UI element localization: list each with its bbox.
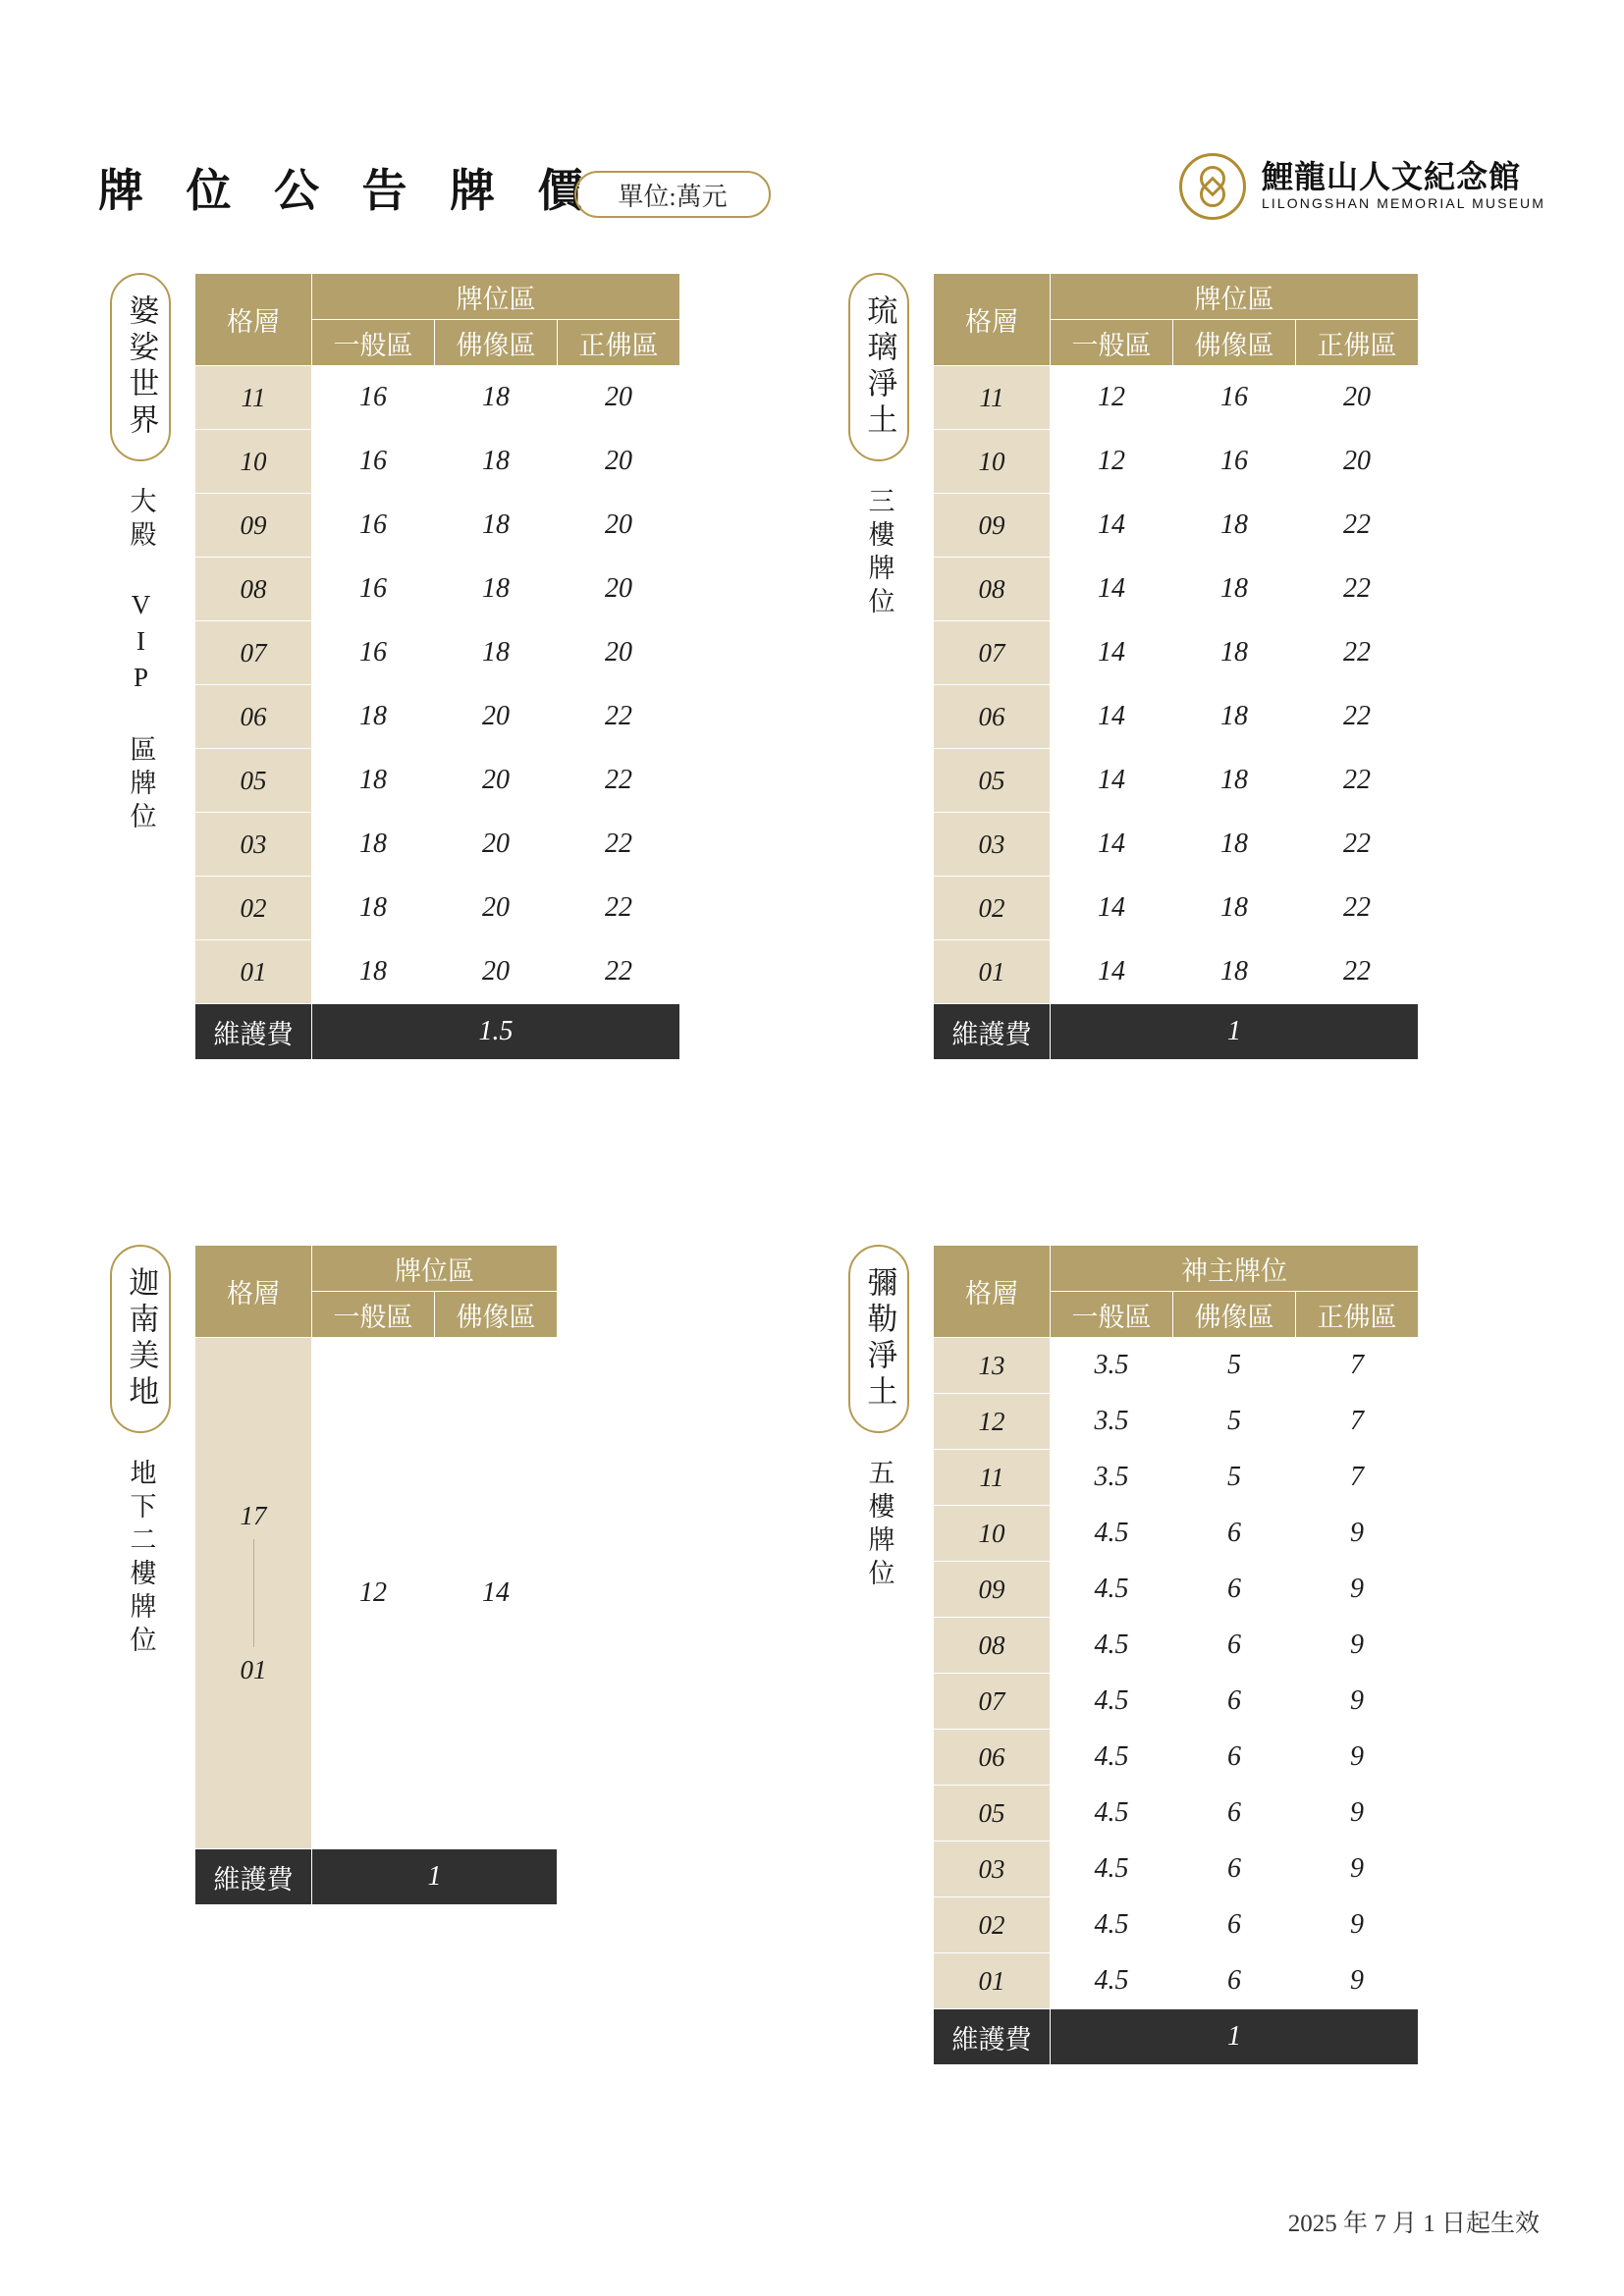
range-dash-icon bbox=[253, 1539, 254, 1647]
price-cell: 18 bbox=[312, 685, 435, 749]
fee-value: 1 bbox=[1051, 2009, 1419, 2065]
row-floor: 11 bbox=[195, 366, 312, 430]
block-label-column bbox=[825, 1245, 933, 1592]
price-cell: 14 bbox=[1051, 558, 1173, 621]
table-row bbox=[934, 813, 1419, 877]
table-row bbox=[934, 1842, 1419, 1897]
price-cell: 6 bbox=[1173, 1730, 1296, 1786]
price-cell: 20 bbox=[558, 494, 680, 558]
price-table bbox=[194, 273, 680, 1060]
price-cell: 22 bbox=[1296, 877, 1419, 940]
block-label-column bbox=[86, 1245, 194, 1659]
price-cell: 3.5 bbox=[1051, 1450, 1173, 1506]
price-cell: 22 bbox=[558, 940, 680, 1004]
table-row bbox=[934, 494, 1419, 558]
price-block-jia-nan-mei-di bbox=[86, 1245, 558, 1905]
price-cell: 16 bbox=[1173, 430, 1296, 494]
price-cell: 22 bbox=[1296, 685, 1419, 749]
price-cell: 6 bbox=[1173, 1562, 1296, 1618]
table-row bbox=[934, 621, 1419, 685]
group-header: 牌位區 bbox=[312, 274, 680, 320]
floor-range-bottom: 01 bbox=[240, 1655, 267, 1684]
price-cell: 18 bbox=[1173, 813, 1296, 877]
col-header-general: 一般區 bbox=[1051, 320, 1173, 366]
row-floor: 06 bbox=[934, 685, 1051, 749]
price-cell: 9 bbox=[1296, 1618, 1419, 1674]
price-cell: 20 bbox=[435, 813, 558, 877]
price-cell: 22 bbox=[1296, 813, 1419, 877]
block-name: 迦南美地 bbox=[124, 1266, 159, 1412]
table-header-row bbox=[934, 1246, 1419, 1292]
block-name-capsule bbox=[110, 273, 171, 461]
price-cell: 14 bbox=[435, 1338, 558, 1849]
row-floor: 01 bbox=[195, 940, 312, 1004]
price-cell: 5 bbox=[1173, 1394, 1296, 1450]
price-cell: 20 bbox=[435, 877, 558, 940]
price-cell: 18 bbox=[435, 621, 558, 685]
price-cell: 16 bbox=[312, 558, 435, 621]
row-floor: 03 bbox=[934, 813, 1051, 877]
row-floor: 02 bbox=[934, 1897, 1051, 1953]
price-cell: 3.5 bbox=[1051, 1394, 1173, 1450]
price-block-mi-le-jing-tu bbox=[825, 1245, 1419, 2065]
fee-value: 1 bbox=[1051, 1004, 1419, 1060]
effective-date-note: 2025 年 7 月 1 日起生效 bbox=[1287, 2211, 1540, 2237]
price-table bbox=[194, 1245, 558, 1905]
price-cell: 12 bbox=[1051, 430, 1173, 494]
price-cell: 16 bbox=[312, 621, 435, 685]
page-header bbox=[0, 77, 1624, 216]
row-floor: 09 bbox=[934, 494, 1051, 558]
price-cell: 18 bbox=[312, 749, 435, 813]
col-header-general: 一般區 bbox=[312, 320, 435, 366]
price-cell: 14 bbox=[1051, 621, 1173, 685]
price-cell: 18 bbox=[312, 940, 435, 1004]
price-table bbox=[933, 273, 1419, 1060]
row-floor: 07 bbox=[195, 621, 312, 685]
table-header-row bbox=[934, 274, 1419, 320]
fee-row bbox=[934, 1004, 1419, 1060]
price-cell: 20 bbox=[558, 366, 680, 430]
price-cell: 16 bbox=[312, 430, 435, 494]
price-cell: 20 bbox=[435, 749, 558, 813]
price-cell: 18 bbox=[312, 877, 435, 940]
price-cell: 3.5 bbox=[1051, 1338, 1173, 1394]
col-header-general: 一般區 bbox=[1051, 1292, 1173, 1338]
table-row bbox=[934, 1506, 1419, 1562]
table-row bbox=[934, 1730, 1419, 1786]
price-cell: 14 bbox=[1051, 940, 1173, 1004]
table-row bbox=[195, 558, 680, 621]
fee-row bbox=[195, 1004, 680, 1060]
price-cell: 9 bbox=[1296, 1506, 1419, 1562]
row-floor: 06 bbox=[195, 685, 312, 749]
price-cell: 6 bbox=[1173, 1618, 1296, 1674]
price-cell: 12 bbox=[1051, 366, 1173, 430]
group-header: 牌位區 bbox=[1051, 274, 1419, 320]
table-row bbox=[195, 813, 680, 877]
table-row bbox=[934, 558, 1419, 621]
row-floor: 08 bbox=[195, 558, 312, 621]
price-cell: 18 bbox=[1173, 621, 1296, 685]
price-cell: 4.5 bbox=[1051, 1953, 1173, 2009]
row-floor-range bbox=[195, 1338, 312, 1849]
price-cell: 4.5 bbox=[1051, 1730, 1173, 1786]
block-name-capsule bbox=[848, 1245, 909, 1433]
price-cell: 22 bbox=[558, 685, 680, 749]
col-header-floor: 格層 bbox=[934, 1246, 1051, 1338]
price-cell: 20 bbox=[1296, 366, 1419, 430]
price-cell: 18 bbox=[435, 558, 558, 621]
row-floor: 03 bbox=[195, 813, 312, 877]
table-row bbox=[934, 1953, 1419, 2009]
col-header-main-buddha: 正佛區 bbox=[558, 320, 680, 366]
table-row bbox=[195, 621, 680, 685]
price-cell: 9 bbox=[1296, 1842, 1419, 1897]
price-cell: 18 bbox=[1173, 877, 1296, 940]
row-floor: 09 bbox=[934, 1562, 1051, 1618]
logo-name-en: LILONGSHAN MEMORIAL MUSEUM bbox=[1261, 194, 1545, 211]
col-header-main-buddha: 正佛區 bbox=[1296, 1292, 1419, 1338]
col-header-buddha: 佛像區 bbox=[1173, 320, 1296, 366]
price-cell: 5 bbox=[1173, 1338, 1296, 1394]
price-cell: 4.5 bbox=[1051, 1674, 1173, 1730]
price-cell: 20 bbox=[435, 940, 558, 1004]
price-cell: 14 bbox=[1051, 494, 1173, 558]
row-floor: 05 bbox=[934, 1786, 1051, 1842]
row-floor: 13 bbox=[934, 1338, 1051, 1394]
price-cell: 9 bbox=[1296, 1953, 1419, 2009]
price-cell: 7 bbox=[1296, 1338, 1419, 1394]
price-cell: 16 bbox=[312, 366, 435, 430]
row-floor: 05 bbox=[934, 749, 1051, 813]
table-row bbox=[195, 430, 680, 494]
price-cell: 18 bbox=[1173, 494, 1296, 558]
fee-label: 維護費 bbox=[934, 2009, 1051, 2065]
fee-label: 維護費 bbox=[934, 1004, 1051, 1060]
price-cell: 22 bbox=[1296, 558, 1419, 621]
price-cell: 7 bbox=[1296, 1394, 1419, 1450]
price-cell: 20 bbox=[558, 558, 680, 621]
row-floor: 02 bbox=[934, 877, 1051, 940]
col-header-floor: 格層 bbox=[195, 1246, 312, 1338]
price-cell: 7 bbox=[1296, 1450, 1419, 1506]
col-header-buddha: 佛像區 bbox=[435, 320, 558, 366]
table-row bbox=[934, 1338, 1419, 1394]
block-name: 彌勒淨土 bbox=[862, 1266, 897, 1412]
block-name: 琉璃淨土 bbox=[862, 294, 897, 440]
price-cell: 6 bbox=[1173, 1842, 1296, 1897]
block-name-capsule bbox=[848, 273, 909, 461]
table-row bbox=[934, 1562, 1419, 1618]
row-floor: 09 bbox=[195, 494, 312, 558]
table-row bbox=[195, 1338, 558, 1849]
price-cell: 4.5 bbox=[1051, 1897, 1173, 1953]
price-cell: 9 bbox=[1296, 1786, 1419, 1842]
block-subtitle: 三樓牌位 bbox=[864, 487, 894, 620]
row-floor: 03 bbox=[934, 1842, 1051, 1897]
price-cell: 18 bbox=[435, 494, 558, 558]
table-row bbox=[195, 685, 680, 749]
price-cell: 16 bbox=[312, 494, 435, 558]
price-cell: 14 bbox=[1051, 877, 1173, 940]
fee-value: 1 bbox=[312, 1849, 558, 1905]
col-header-floor: 格層 bbox=[934, 274, 1051, 366]
col-header-floor: 格層 bbox=[195, 274, 312, 366]
price-cell: 9 bbox=[1296, 1897, 1419, 1953]
price-cell: 22 bbox=[1296, 494, 1419, 558]
price-cell: 4.5 bbox=[1051, 1562, 1173, 1618]
price-table bbox=[933, 1245, 1419, 2065]
price-cell: 18 bbox=[1173, 558, 1296, 621]
price-cell: 22 bbox=[1296, 621, 1419, 685]
row-floor: 02 bbox=[195, 877, 312, 940]
logo-text bbox=[1262, 160, 1545, 214]
price-cell: 22 bbox=[558, 813, 680, 877]
price-cell: 4.5 bbox=[1051, 1786, 1173, 1842]
group-header: 神主牌位 bbox=[1051, 1246, 1419, 1292]
row-floor: 08 bbox=[934, 558, 1051, 621]
row-floor: 05 bbox=[195, 749, 312, 813]
price-cell: 14 bbox=[1051, 813, 1173, 877]
row-floor: 01 bbox=[934, 940, 1051, 1004]
table-row bbox=[934, 749, 1419, 813]
price-cell: 20 bbox=[558, 430, 680, 494]
price-cell: 18 bbox=[435, 430, 558, 494]
price-cell: 20 bbox=[1296, 430, 1419, 494]
table-row bbox=[934, 366, 1419, 430]
group-header: 牌位區 bbox=[312, 1246, 558, 1292]
table-row bbox=[195, 494, 680, 558]
price-cell: 22 bbox=[1296, 940, 1419, 1004]
price-cell: 22 bbox=[1296, 749, 1419, 813]
price-cell: 6 bbox=[1173, 1786, 1296, 1842]
price-cell: 18 bbox=[312, 813, 435, 877]
block-subtitle: 大殿 VIP 區牌位 bbox=[126, 487, 156, 835]
price-cell: 12 bbox=[312, 1338, 435, 1849]
table-row bbox=[195, 877, 680, 940]
col-header-main-buddha: 正佛區 bbox=[1296, 320, 1419, 366]
col-header-buddha: 佛像區 bbox=[1173, 1292, 1296, 1338]
price-cell: 20 bbox=[435, 685, 558, 749]
row-floor: 01 bbox=[934, 1953, 1051, 2009]
price-cell: 18 bbox=[1173, 685, 1296, 749]
block-name-capsule bbox=[110, 1245, 171, 1433]
price-cell: 6 bbox=[1173, 1953, 1296, 2009]
block-name: 婆娑世界 bbox=[124, 294, 159, 440]
row-floor: 07 bbox=[934, 621, 1051, 685]
col-header-buddha: 佛像區 bbox=[435, 1292, 558, 1338]
price-cell: 9 bbox=[1296, 1562, 1419, 1618]
table-header-row bbox=[195, 274, 680, 320]
table-row bbox=[934, 940, 1419, 1004]
row-floor: 10 bbox=[934, 1506, 1051, 1562]
price-cell: 18 bbox=[435, 366, 558, 430]
row-floor: 11 bbox=[934, 366, 1051, 430]
table-row bbox=[934, 1450, 1419, 1506]
block-subtitle: 地下二樓牌位 bbox=[126, 1459, 156, 1659]
price-cell: 18 bbox=[1173, 749, 1296, 813]
block-label-column bbox=[825, 273, 933, 620]
brand-logo bbox=[1179, 153, 1545, 220]
table-row bbox=[934, 1674, 1419, 1730]
row-floor: 07 bbox=[934, 1674, 1051, 1730]
price-cell: 4.5 bbox=[1051, 1506, 1173, 1562]
price-cell: 4.5 bbox=[1051, 1618, 1173, 1674]
table-row bbox=[195, 366, 680, 430]
table-row bbox=[934, 1618, 1419, 1674]
price-block-po-suo-shi-jie bbox=[86, 273, 680, 1060]
price-cell: 22 bbox=[558, 877, 680, 940]
block-subtitle: 五樓牌位 bbox=[864, 1459, 894, 1592]
block-label-column bbox=[86, 273, 194, 835]
row-floor: 12 bbox=[934, 1394, 1051, 1450]
table-header-row bbox=[195, 1246, 558, 1292]
fee-row bbox=[934, 2009, 1419, 2065]
price-cell: 14 bbox=[1051, 749, 1173, 813]
row-floor: 06 bbox=[934, 1730, 1051, 1786]
col-header-general: 一般區 bbox=[312, 1292, 435, 1338]
price-cell: 6 bbox=[1173, 1674, 1296, 1730]
table-row bbox=[934, 685, 1419, 749]
table-row bbox=[195, 940, 680, 1004]
unit-badge: 單位:萬元 bbox=[574, 171, 771, 218]
page-title: 牌 位 公 告 牌 價 bbox=[98, 166, 599, 216]
floor-range-top: 17 bbox=[240, 1501, 267, 1530]
price-cell: 4.5 bbox=[1051, 1842, 1173, 1897]
row-floor: 11 bbox=[934, 1450, 1051, 1506]
fee-value: 1.5 bbox=[312, 1004, 680, 1060]
price-cell: 6 bbox=[1173, 1506, 1296, 1562]
price-cell: 6 bbox=[1173, 1897, 1296, 1953]
fee-row bbox=[195, 1849, 558, 1905]
price-cell: 9 bbox=[1296, 1730, 1419, 1786]
logo-swirl-icon bbox=[1179, 153, 1246, 220]
table-row bbox=[934, 877, 1419, 940]
table-row bbox=[195, 749, 680, 813]
logo-name-cn: 鯉龍山人文紀念館 bbox=[1261, 158, 1521, 194]
row-floor: 10 bbox=[934, 430, 1051, 494]
table-row bbox=[934, 1786, 1419, 1842]
price-cell: 20 bbox=[558, 621, 680, 685]
price-cell: 16 bbox=[1173, 366, 1296, 430]
row-floor: 08 bbox=[934, 1618, 1051, 1674]
price-block-liu-li-jing-tu bbox=[825, 273, 1419, 1060]
fee-label: 維護費 bbox=[195, 1849, 312, 1905]
price-cell: 14 bbox=[1051, 685, 1173, 749]
row-floor: 10 bbox=[195, 430, 312, 494]
price-cell: 9 bbox=[1296, 1674, 1419, 1730]
table-row bbox=[934, 1897, 1419, 1953]
price-cell: 22 bbox=[558, 749, 680, 813]
price-cell: 5 bbox=[1173, 1450, 1296, 1506]
fee-label: 維護費 bbox=[195, 1004, 312, 1060]
table-row bbox=[934, 430, 1419, 494]
table-row bbox=[934, 1394, 1419, 1450]
price-cell: 18 bbox=[1173, 940, 1296, 1004]
